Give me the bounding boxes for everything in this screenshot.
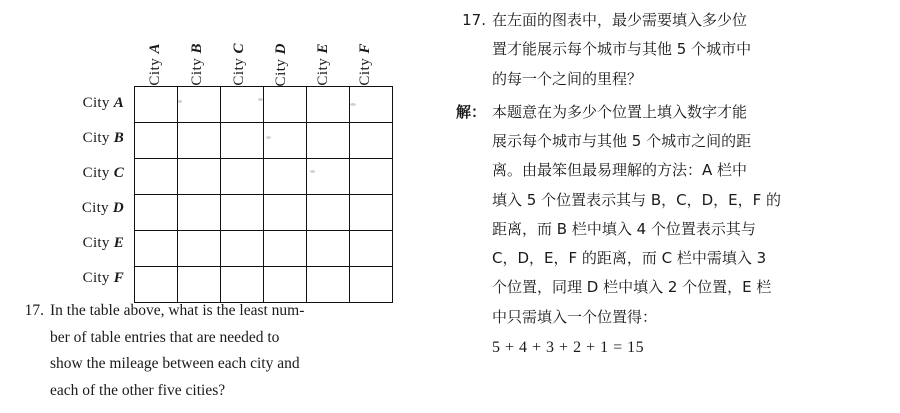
english-question (14, 298, 420, 405)
mileage-table (58, 8, 393, 303)
chinese-question-line: 的每一个之间的里程？ (492, 69, 643, 88)
table-cell (178, 231, 221, 267)
table-cell (264, 231, 307, 267)
table-cell (135, 159, 178, 195)
table-row (135, 195, 393, 231)
row-header-city-f: City F (82, 270, 124, 286)
table-grid (134, 86, 393, 303)
table-cell (135, 123, 178, 159)
table-cell (178, 195, 221, 231)
table-cell (350, 159, 393, 195)
chinese-question-line: 置才能展示每个城市与其他 5 个城市中 (492, 40, 752, 59)
solution-label: 解： (455, 102, 486, 121)
column-header-city-c: City C (230, 43, 247, 86)
table-cell (135, 87, 178, 123)
chinese-question-body (492, 6, 892, 94)
scan-artifact (258, 98, 263, 101)
english-question-body (50, 298, 420, 405)
table-cell (264, 195, 307, 231)
table-cell (307, 195, 350, 231)
row-header-city-c: City C (82, 165, 124, 181)
table-cell (221, 87, 264, 123)
table-cell (350, 123, 393, 159)
left-column (0, 0, 430, 413)
table-cell (135, 195, 178, 231)
right-column (452, 6, 892, 367)
table-row (135, 231, 393, 267)
table-cell (221, 159, 264, 195)
table-column-headers (134, 8, 386, 86)
table-cell (135, 231, 178, 267)
column-header-city-e: City E (314, 43, 331, 86)
table-cell (264, 123, 307, 159)
chinese-question (452, 6, 892, 94)
english-question-line: each of the other five cities? (50, 381, 226, 399)
column-header-city-f: City F (356, 43, 373, 86)
row-header-city-d: City D (81, 200, 124, 216)
row-header-city-a: City A (82, 95, 124, 111)
solution (452, 98, 892, 363)
table-row (135, 159, 393, 195)
column-header-city-b: City B (188, 43, 205, 86)
table-cell (221, 195, 264, 231)
chinese-question-number: 17. (462, 11, 486, 29)
solution-line: 填入 5 个位置表示其与 B，C，D，E，F 的 (492, 190, 782, 209)
row-header-city-b: City B (82, 130, 124, 146)
solution-line: 距离，而 B 栏中填入 4 个位置表示其与 (492, 219, 756, 238)
solution-line: 个位置，同理 D 栏中填入 2 个位置，E 栏 (492, 278, 772, 297)
english-question-line: In the table above, what is the least num- (50, 302, 305, 319)
table-cell (264, 159, 307, 195)
chinese-question-line: 在左面的图表中，最少需要填入多少位 (492, 11, 748, 29)
table-cell (307, 159, 350, 195)
solution-line: 本题意在为多少个位置上填入数字才能 (492, 102, 748, 121)
row-header-city-e: City E (82, 235, 124, 251)
table-cell (350, 195, 393, 231)
english-question-line: show the mileage between each city and (50, 355, 300, 373)
scan-artifact (310, 170, 315, 173)
solution-line: 中只需填入一个位置得： (492, 307, 658, 326)
table-cell (307, 123, 350, 159)
solution-line: 展示每个城市与其他 5 个城市之间的距 (492, 132, 752, 150)
scan-artifact (178, 100, 182, 103)
table-cell (307, 231, 350, 267)
table-cell (178, 123, 221, 159)
table-cell (264, 87, 307, 123)
table-cell (178, 159, 221, 195)
english-question-line: ber of table entries that are needed to (50, 328, 280, 346)
table-cell (221, 123, 264, 159)
table-row (135, 123, 393, 159)
column-header-city-a: City A (146, 43, 163, 86)
table-cell (178, 87, 221, 123)
table-cell (350, 231, 393, 267)
english-question-number: 17. (24, 302, 44, 319)
column-header-city-d: City D (272, 42, 289, 86)
table-cell (307, 87, 350, 123)
scan-artifact (266, 136, 271, 139)
solution-equation: 5 + 4 + 3 + 2 + 1 = 15 (492, 338, 645, 356)
solution-body (492, 98, 892, 363)
solution-line: 离。由最笨但最易理解的方法：A 栏中 (492, 161, 748, 180)
solution-line: C，D，E，F 的距离，而 C 栏中需填入 3 (492, 249, 767, 267)
scan-artifact (350, 103, 356, 106)
table-cell (221, 231, 264, 267)
table-row-headers (58, 86, 130, 296)
